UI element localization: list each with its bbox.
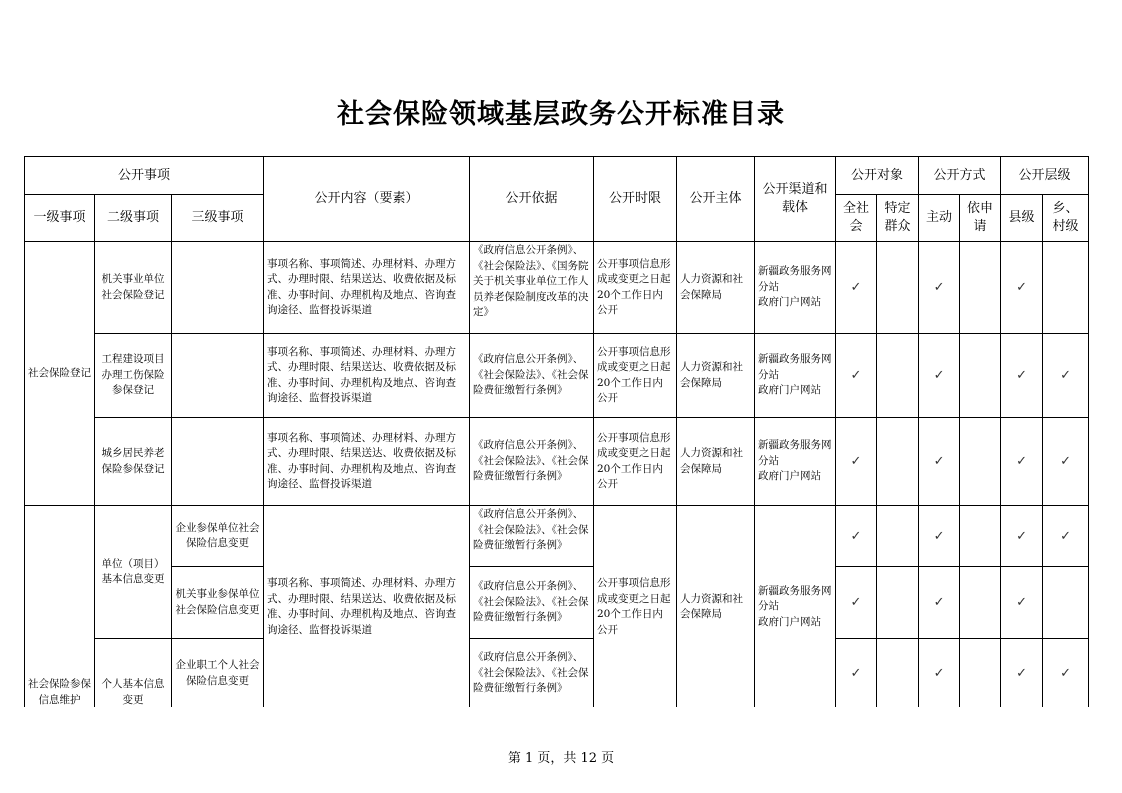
check-target-special [877, 242, 919, 334]
check-level-village [1043, 567, 1089, 639]
check-target-special [877, 639, 919, 708]
check-target-all: ✓ [836, 639, 877, 708]
check-target-special [877, 334, 919, 418]
time-limit-cell: 公开事项信息形成或变更之日起20个工作日内公开 [594, 242, 677, 334]
table-row [25, 506, 1089, 567]
header-public-items: 公开事项 [25, 157, 264, 195]
check-level-village [1043, 242, 1089, 334]
header-level2: 二级事项 [95, 195, 172, 242]
level2-cell: 个人基本信息变更 [95, 639, 172, 708]
check-method-active: ✓ [919, 418, 960, 506]
header-level-village: 乡、村级 [1043, 195, 1089, 242]
content-cell: 事项名称、事项简述、办理材料、办理方式、办理时限、结果送达、收费依据及标准、办事时间、办理机构及地点、咨询查询途径、监督投诉渠道 [264, 334, 470, 418]
header-subject: 公开主体 [677, 157, 755, 242]
check-level-village: ✓ [1043, 418, 1089, 506]
header-target: 公开对象 [836, 157, 919, 195]
level3-cell [172, 334, 264, 418]
check-method-active: ✓ [919, 639, 960, 708]
time-limit-cell: 公开事项信息形成或变更之日起20个工作日内公开 [594, 418, 677, 506]
header-method-request: 依申请 [960, 195, 1001, 242]
time-limit-cell: 公开事项信息形成或变更之日起20个工作日内公开 [594, 506, 677, 708]
check-level-county: ✓ [1001, 506, 1043, 567]
level2-cell: 工程建设项目办理工伤保险参保登记 [95, 334, 172, 418]
table-row [25, 242, 1089, 334]
basis-cell: 《政府信息公开条例》、《社会保险法》、《社会保险费征缴暂行条例》 [470, 639, 594, 708]
subject-cell: 人力资源和社会保障局 [677, 418, 755, 506]
check-target-all: ✓ [836, 567, 877, 639]
check-method-active: ✓ [919, 242, 960, 334]
header-method: 公开方式 [919, 157, 1001, 195]
subject-cell: 人力资源和社会保障局 [677, 242, 755, 334]
subject-cell: 人力资源和社会保障局 [677, 334, 755, 418]
check-method-active: ✓ [919, 506, 960, 567]
header-target-special: 特定群众 [877, 195, 919, 242]
check-target-special [877, 567, 919, 639]
basis-cell: 《政府信息公开条例》、《社会保险法》、《社会保险费征缴暂行条例》 [470, 567, 594, 639]
check-method-request [960, 334, 1001, 418]
table-row [25, 334, 1089, 418]
check-method-request [960, 506, 1001, 567]
header-time-limit: 公开时限 [594, 157, 677, 242]
check-target-all: ✓ [836, 506, 877, 567]
level3-cell: 机关事业参保单位社会保险信息变更 [172, 567, 264, 639]
time-limit-cell: 公开事项信息形成或变更之日起20个工作日内公开 [594, 334, 677, 418]
header-target-all: 全社会 [836, 195, 877, 242]
check-target-special [877, 418, 919, 506]
header-level: 公开层级 [1001, 157, 1089, 195]
check-level-county: ✓ [1001, 334, 1043, 418]
level1-cell: 社会保险参保信息维护 [25, 506, 95, 708]
content-cell: 事项名称、事项简述、办理材料、办理方式、办理时限、结果送达、收费依据及标准、办事时间、办理机构及地点、咨询查询途径、监督投诉渠道 [264, 242, 470, 334]
check-target-all: ✓ [836, 242, 877, 334]
table-row [25, 567, 1089, 639]
basis-cell: 《政府信息公开条例》、《社会保险法》、《社会保险费征缴暂行条例》 [470, 506, 594, 567]
channel-cell: 新疆政务服务网分站 政府门户网站 [755, 334, 836, 418]
check-method-request [960, 418, 1001, 506]
page-title: 社会保险领域基层政务公开标准目录 [337, 99, 785, 130]
header-level1: 一级事项 [25, 195, 95, 242]
check-level-county: ✓ [1001, 242, 1043, 334]
level3-cell: 企业职工个人社会保险信息变更 [172, 639, 264, 708]
page-number: 第 1 页，共 12 页 [507, 751, 615, 766]
check-target-all: ✓ [836, 418, 877, 506]
channel-cell: 新疆政务服务网分站 政府门户网站 [755, 242, 836, 334]
table-row [25, 639, 1089, 708]
content-cell: 事项名称、事项简述、办理材料、办理方式、办理时限、结果送达、收费依据及标准、办事时间、办理机构及地点、咨询查询途径、监督投诉渠道 [264, 418, 470, 506]
header-content: 公开内容（要素） [264, 157, 470, 242]
check-level-county: ✓ [1001, 567, 1043, 639]
catalog-table-viewport [24, 156, 1090, 707]
basis-cell: 《政府信息公开条例》、《社会保险法》、《社会保险费征缴暂行条例》 [470, 334, 594, 418]
header-basis: 公开依据 [470, 157, 594, 242]
channel-cell: 新疆政务服务网分站 政府门户网站 [755, 506, 836, 708]
subject-cell: 人力资源和社会保障局 [677, 506, 755, 708]
check-method-request [960, 242, 1001, 334]
level2-cell: 城乡居民养老保险参保登记 [95, 418, 172, 506]
check-method-request [960, 567, 1001, 639]
content-cell: 事项名称、事项简述、办理材料、办理方式、办理时限、结果送达、收费依据及标准、办事时间、办理机构及地点、咨询查询途径、监督投诉渠道 [264, 506, 470, 708]
header-channel: 公开渠道和载体 [755, 157, 836, 242]
check-level-county: ✓ [1001, 418, 1043, 506]
table-row [25, 418, 1089, 506]
basis-cell: 《政府信息公开条例》、《社会保险法》、《国务院关于机关事业单位工作人员养老保险制度改革的决定》 [470, 242, 594, 334]
basis-cell: 《政府信息公开条例》、《社会保险法》、《社会保险费征缴暂行条例》 [470, 418, 594, 506]
header-method-active: 主动 [919, 195, 960, 242]
header-row-1 [25, 157, 1089, 195]
header-level-county: 县级 [1001, 195, 1043, 242]
check-level-village: ✓ [1043, 639, 1089, 708]
check-method-request [960, 639, 1001, 708]
level3-cell [172, 418, 264, 506]
check-method-active: ✓ [919, 567, 960, 639]
level2-cell: 机关事业单位社会保险登记 [95, 242, 172, 334]
level1-cell: 社会保险登记 [25, 242, 95, 506]
check-level-county: ✓ [1001, 639, 1043, 708]
level3-cell: 企业参保单位社会保险信息变更 [172, 506, 264, 567]
level2-cell: 单位（项目）基本信息变更 [95, 506, 172, 639]
check-level-village: ✓ [1043, 334, 1089, 418]
catalog-table [24, 156, 1089, 707]
level3-cell [172, 242, 264, 334]
check-target-special [877, 506, 919, 567]
header-level3: 三级事项 [172, 195, 264, 242]
check-method-active: ✓ [919, 334, 960, 418]
channel-cell: 新疆政务服务网分站 政府门户网站 [755, 418, 836, 506]
check-level-village: ✓ [1043, 506, 1089, 567]
check-target-all: ✓ [836, 334, 877, 418]
